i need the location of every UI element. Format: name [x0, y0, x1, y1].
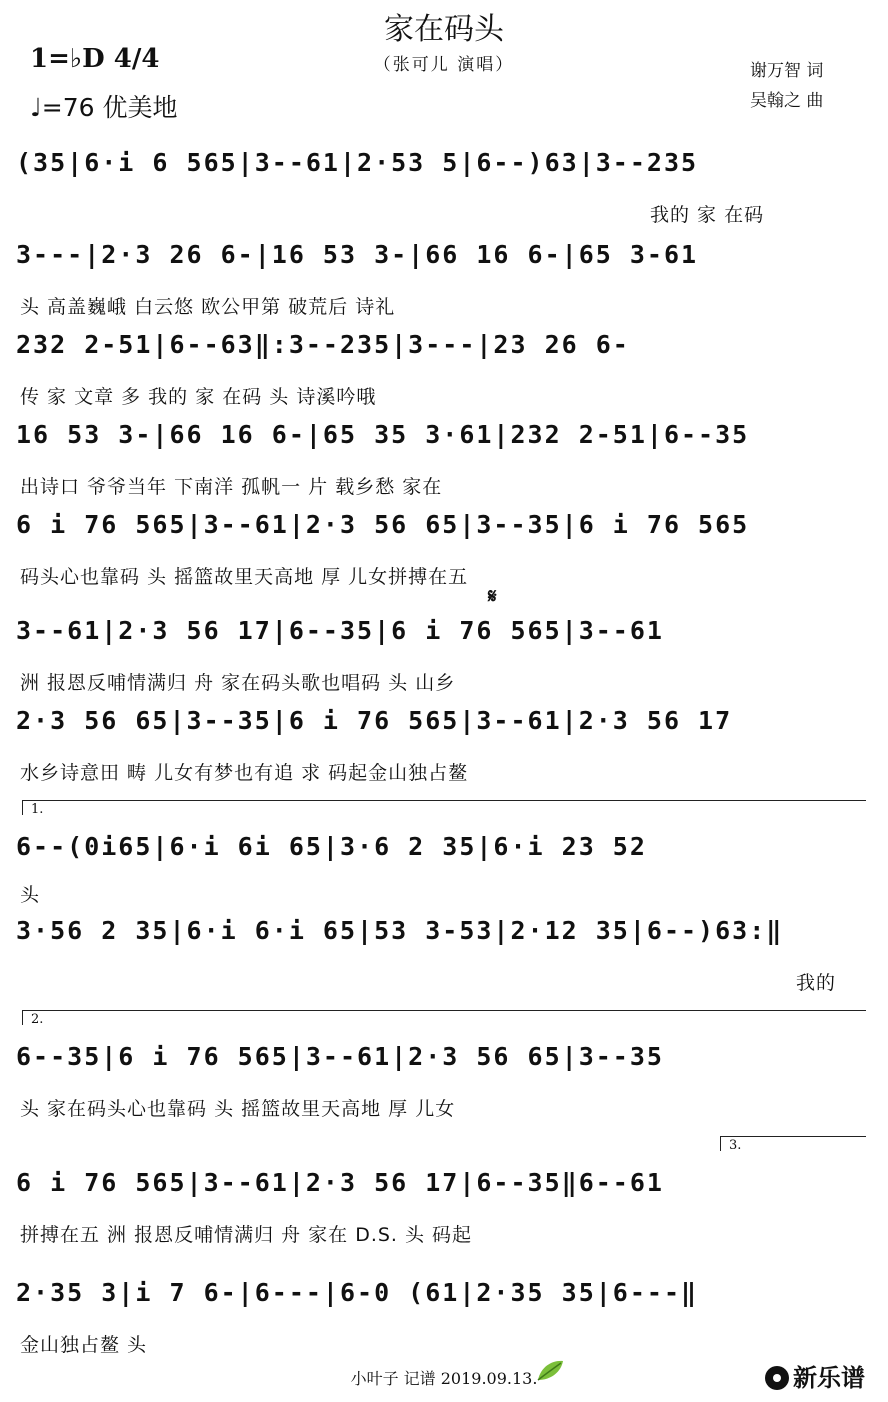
notation-line-8: 6--(0i65|6·i 6i 65|3·6 2 35|6·i 23 52	[16, 832, 647, 861]
notation-line-9: 3·56 2 35|6·i 6·i 65|53 3-53|2·12 35|6--)63:‖	[16, 916, 784, 945]
notation-line-1: (35|6·i 6 565|3--61|2·53 5|6--)63|3--235	[16, 148, 699, 177]
lyric-line-7: 水乡诗意田 畴 儿女有梦也有追 求 码起金山独占鳌	[20, 762, 469, 784]
notation-line-7: 2·3 56 65|3--35|6 i 76 565|3--61|2·3 56 17	[16, 706, 733, 735]
notation-line-4: 16 53 3-|66 16 6-|65 35 3·61|232 2-51|6--35	[16, 420, 750, 449]
lyric-line-8: 头	[20, 884, 41, 906]
volta-1	[22, 800, 866, 815]
lyric-line-11: 拼搏在五 洲 报恩反哺情满归 舟 家在 D.S. 头 码起	[20, 1224, 473, 1246]
lyric-line-5: 码头心也靠码 头 摇篮故里天高地 厚 儿女拼搏在五	[20, 566, 469, 588]
lyricist: 谢万智 词	[750, 61, 824, 81]
volta-3	[720, 1136, 866, 1151]
tempo-marking: ♩=76 优美地	[30, 93, 178, 122]
brand-logo	[765, 1358, 865, 1393]
lyric-line-1: 我的 家 在码	[650, 204, 765, 226]
lyric-line-4: 出诗口 爷爷当年 下南洋 孤帆一 片 载乡愁 家在	[20, 476, 443, 498]
volta-2	[22, 1010, 866, 1025]
notation-line-5: 6 i 76 565|3--61|2·3 56 65|3--35|6 i 76 565	[16, 510, 750, 539]
volta-2-label: 2.	[31, 1012, 44, 1027]
lyric-line-12: 金山独占鳌 头	[20, 1334, 148, 1356]
volta-1-label: 1.	[31, 802, 44, 817]
vinyl-record-icon	[765, 1366, 789, 1390]
notation-line-12: 2·35 3|i 7 6-|6---|6-0 (61|2·35 35|6---‖	[16, 1278, 699, 1307]
lyric-line-6: 洲 报恩反哺情满归 舟 家在码头歌也唱码 头 山乡	[20, 672, 456, 694]
page-title: 家在码头	[384, 12, 504, 47]
volta-3-label: 3.	[729, 1138, 742, 1153]
credits	[750, 56, 823, 116]
lyric-line-3: 传 家 文章 多 我的 家 在码 头 诗溪吟哦	[20, 386, 377, 408]
composer: 吴翰之 曲	[750, 91, 824, 111]
notation-line-3: 232 2-51|6--63‖:3--235|3---|23 26 6-	[16, 330, 630, 359]
notation-line-10: 6--35|6 i 76 565|3--61|2·3 56 65|3--35	[16, 1042, 664, 1071]
notation-line-2: 3---|2·3 26 6-|16 53 3-|66 16 6-|65 3-61	[16, 240, 699, 269]
brand-name: 新乐谱	[793, 1364, 865, 1392]
leaf-icon	[535, 1358, 565, 1384]
footer-transcriber: 小叶子 记谱 2019.09.13.	[350, 1369, 538, 1388]
notation-line-11: 6 i 76 565|3--61|2·3 56 17|6--35‖6--61	[16, 1168, 664, 1197]
key-signature: 1=♭D 4/4	[30, 44, 160, 74]
notation-line-6: 3--61|2·3 56 17|6--35|6 i 76 565|3--61	[16, 616, 664, 645]
lyric-line-10: 头 家在码头心也靠码 头 摇篮故里天高地 厚 儿女	[20, 1098, 456, 1120]
lyric-line-9: 我的	[796, 972, 837, 994]
subtitle: （张可儿 演唱）	[373, 55, 515, 75]
lyric-line-2: 头 高盖巍峨 白云悠 欧公甲第 破荒后 诗礼	[20, 296, 396, 318]
segno-sign: 𝄋	[488, 584, 497, 608]
